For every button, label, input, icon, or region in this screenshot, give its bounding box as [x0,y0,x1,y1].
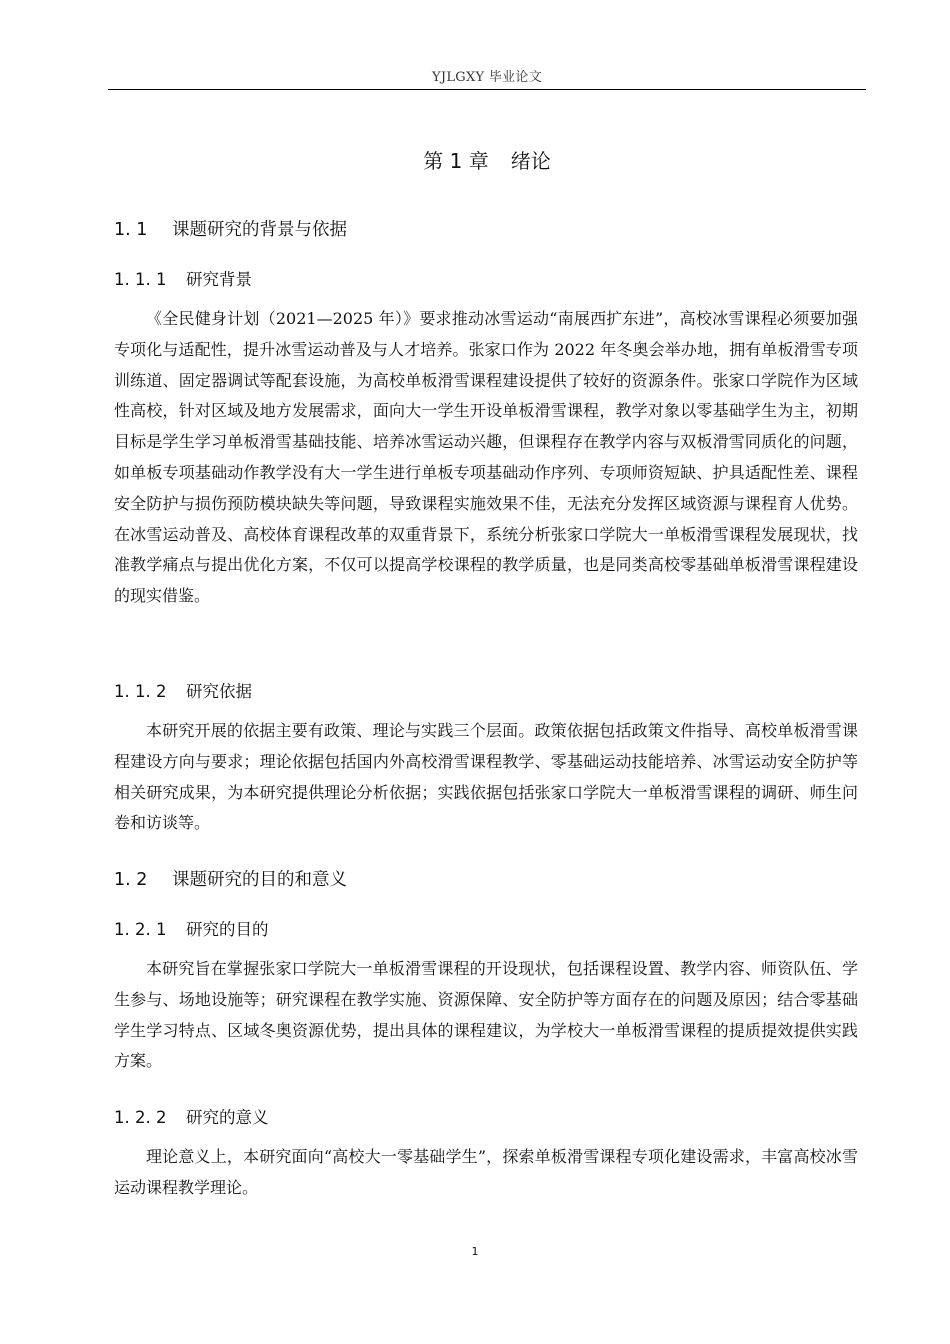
subsection-number: 1. 2. 2 [114,1108,167,1127]
body-paragraph-basis: 本研究开展的依据主要有政策、理论与实践三个层面。政策依据包括政策文件指导、高校单板滑雪课程建设方向与要求；理论依据包括国内外高校滑雪课程教学、零基础运动技能培养、冰雪运动安全防护等相关研究成果，为本研究提供理论分析依据；实践依据包括张家口学院大一单板滑雪课程的调研、师生问卷和访谈等。 [114,721,858,833]
subsection-title: 研究的目的 [186,920,269,939]
chapter-number: 第 1 章 [423,149,489,173]
subsection-number: 1. 1. 1 [114,270,167,289]
section-title: 课题研究的目的和意义 [172,870,347,890]
subsection-title: 研究背景 [186,270,252,289]
subsection-title: 研究的意义 [186,1108,269,1127]
page-header: YJLGXY 毕业论文 [431,70,543,85]
subsection-heading-1-1-1 [114,266,252,290]
section-heading-1-2 [114,866,347,891]
page-number: 1 [471,1245,479,1258]
body-paragraph-significance: 理论意义上，本研究面向“高校大一零基础学生”，探索单板滑雪课程专项化建设需求，丰富高校冰雪运动课程教学理论。 [114,1147,858,1197]
body-paragraph-background: 《全民健身计划（2021—2025 年）》要求推动冰雪运动“南展西扩东进”，高校冰雪课程必须要加强专项化与适配性，提升冰雪运动普及与人才培养。张家口作为 2022 年冬奥会举办地，拥有单板滑雪专项训练道、固定器调试等配套设施，为高校单板滑雪课程建设提供了较好的资源条件。张家口学院作为区域性高校，针对区域及地方发展需求，面向大一学生开设单板滑雪课程，教学对象以零基础学生为主，初期目标是学生学习单板滑雪基础技能、培养冰雪运动兴趣，但课程存在教学内容与双板滑雪同质化的问题，如单板专项基础动作教学没有大一学生进行单板专项基础动作序列、专项师资短缺、护具适配性差、课程安全防护与损伤预防模块缺失等问题，导致课程实施效果不佳，无法充分发挥区域资源与课程育人优势。在冰雪运动普及、高校体育课程改革的双重背景下，系统分析张家口学院大一单板滑雪课程发展现状，找准教学痛点与提出优化方案，不仅可以提高学校课程的教学质量，也是同类高校零基础单板滑雪课程建设的现实借鉴。 [114,309,858,606]
subsection-heading-1-2-2 [114,1104,269,1128]
subsection-heading-1-1-2 [114,678,252,702]
section-heading-1-1 [114,216,347,241]
subsection-title: 研究依据 [186,682,252,701]
subsection-number: 1. 2. 1 [114,920,167,939]
subsection-number: 1. 1. 2 [114,682,167,701]
body-paragraph-purpose: 本研究旨在掌握张家口学院大一单板滑雪课程的开设现状，包括课程设置、教学内容、师资队伍、学生参与、场地设施等；研究课程在教学实施、资源保障、安全防护等方面存在的问题及原因；结合零基础学生学习特点、区域冬奥资源优势，提出具体的课程建议，为学校大一单板滑雪课程的提质提效提供实践方案。 [114,959,858,1071]
section-number: 1. 1 [114,220,148,240]
chapter-name: 绪论 [510,149,551,173]
chapter-title [108,145,866,174]
section-title: 课题研究的背景与依据 [172,220,347,240]
header-divider [108,89,866,90]
section-number: 1. 2 [114,870,148,890]
subsection-heading-1-2-1 [114,916,269,940]
